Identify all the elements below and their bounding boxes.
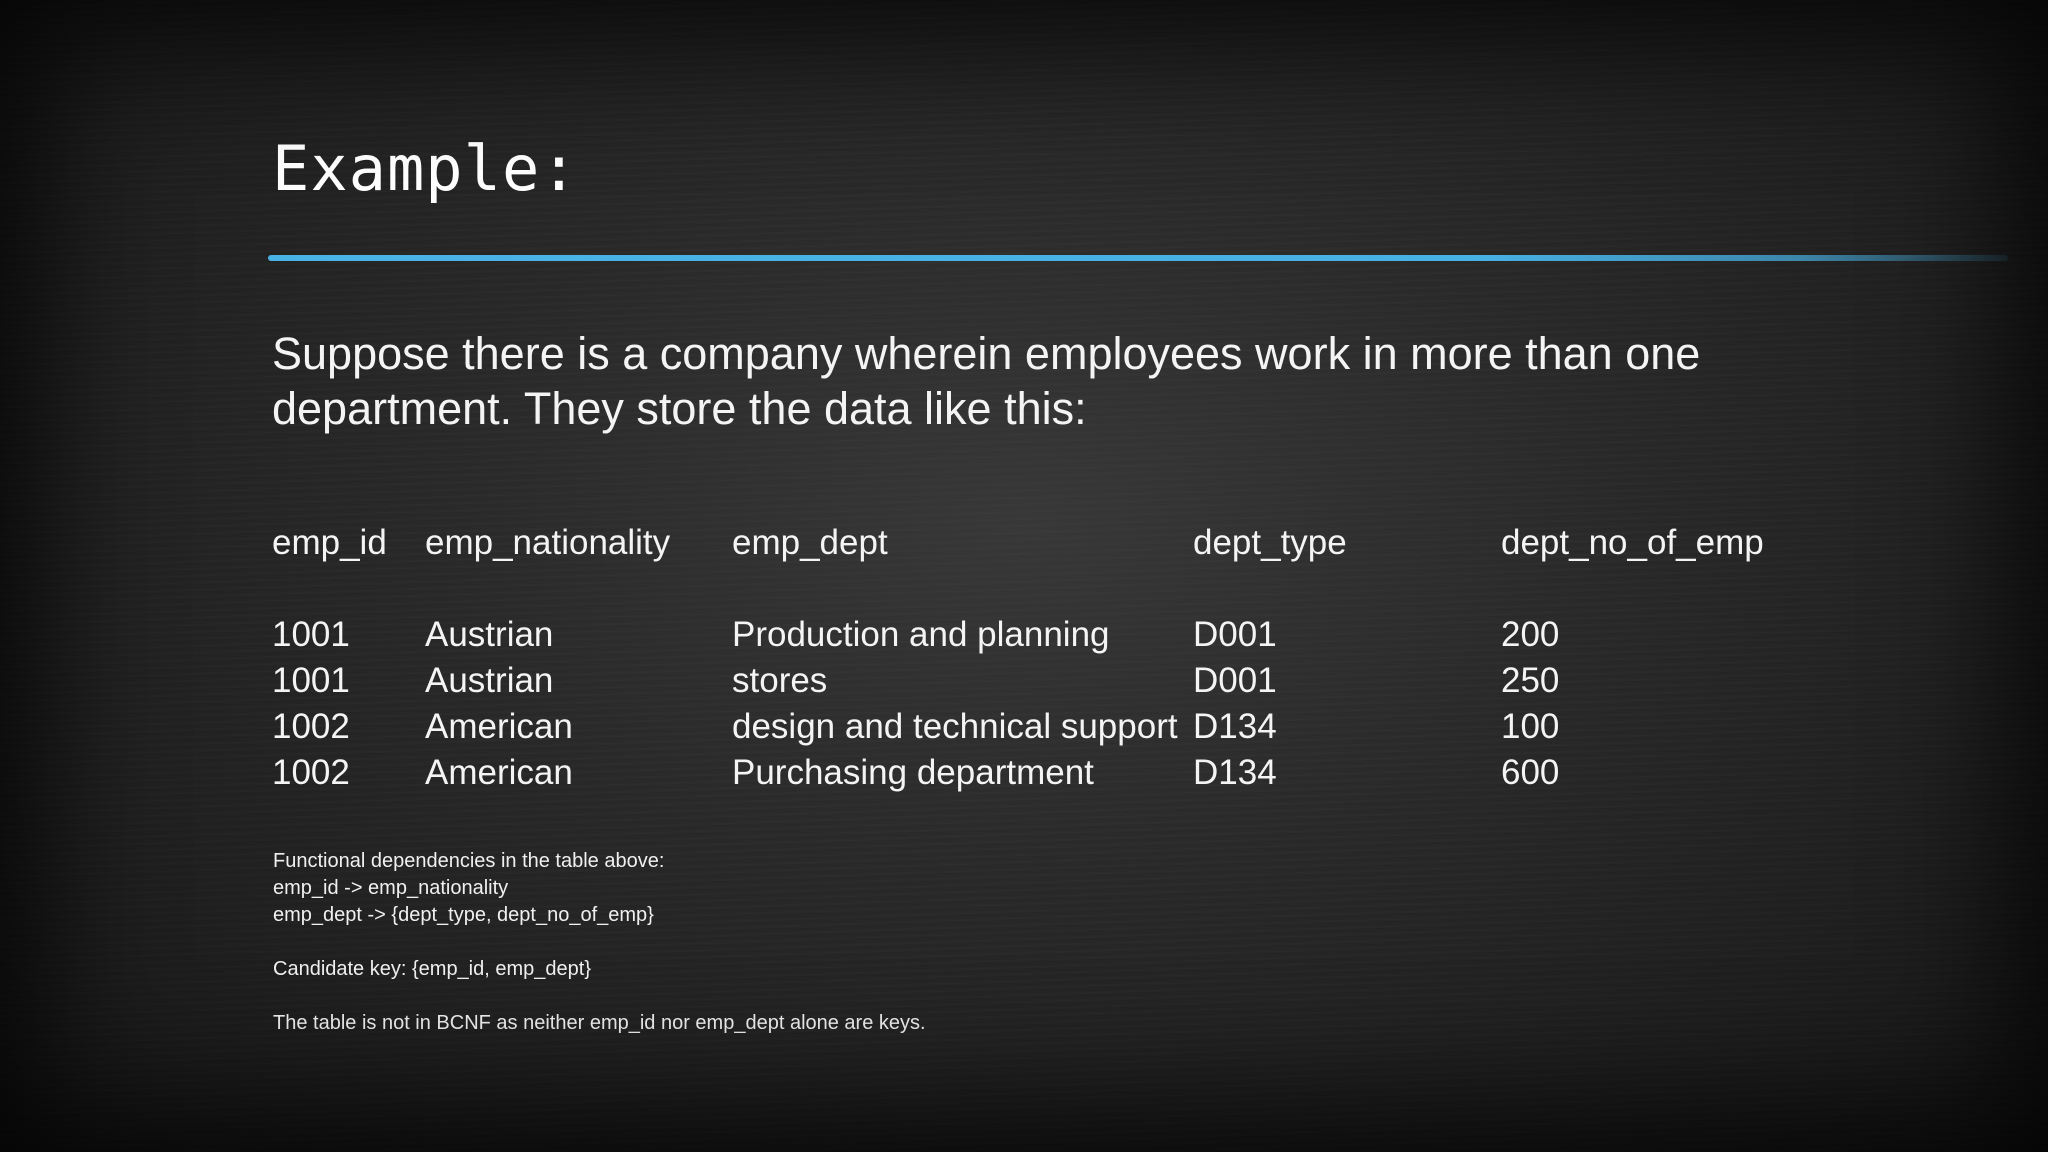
notes-block (273, 848, 926, 1037)
table-cell: Austrian (425, 615, 554, 654)
table-cell: stores (732, 661, 828, 700)
table-cell: D134 (1193, 707, 1277, 746)
column-header: emp_dept (732, 523, 888, 562)
table-cell: Production and planning (732, 615, 1110, 654)
table-cell: D001 (1193, 661, 1277, 700)
table-cell: 250 (1501, 661, 1560, 700)
table-cell: D134 (1193, 753, 1277, 792)
table-cell: 1002 (272, 753, 350, 792)
column-header: emp_nationality (425, 523, 671, 562)
table-cell: American (425, 707, 573, 746)
intro-text: Suppose there is a company wherein employees work in more than one department. They store the data like this: (272, 328, 1701, 434)
table-cell: design and technical support (732, 707, 1178, 746)
fd-heading: Functional dependencies in the table above: (273, 850, 665, 872)
fd-line: emp_dept -> {dept_type, dept_no_of_emp} (273, 904, 654, 926)
table-cell: Austrian (425, 661, 554, 700)
table-cell: 1002 (272, 707, 350, 746)
column-header: dept_no_of_emp (1501, 523, 1764, 562)
table-cell: Purchasing department (732, 753, 1094, 792)
table-cell: 200 (1501, 615, 1560, 654)
column-header: dept_type (1193, 523, 1347, 562)
spacer (273, 929, 926, 956)
column-header: emp_id (272, 523, 387, 562)
slide-title: Example: (272, 132, 579, 205)
conclusion: The table is not in BCNF as neither emp_id nor emp_dept alone are keys. (273, 1012, 926, 1034)
fd-line: emp_id -> emp_nationality (273, 877, 509, 899)
table-cell: American (425, 753, 573, 792)
table-cell: D001 (1193, 615, 1277, 654)
title-divider (268, 255, 2008, 261)
spacer (273, 983, 926, 1010)
table-cell: 600 (1501, 753, 1560, 792)
table-cell: 1001 (272, 661, 350, 700)
candidate-key: Candidate key: {emp_id, emp_dept} (273, 958, 591, 980)
table-cell: 1001 (272, 615, 350, 654)
table-cell: 100 (1501, 707, 1560, 746)
